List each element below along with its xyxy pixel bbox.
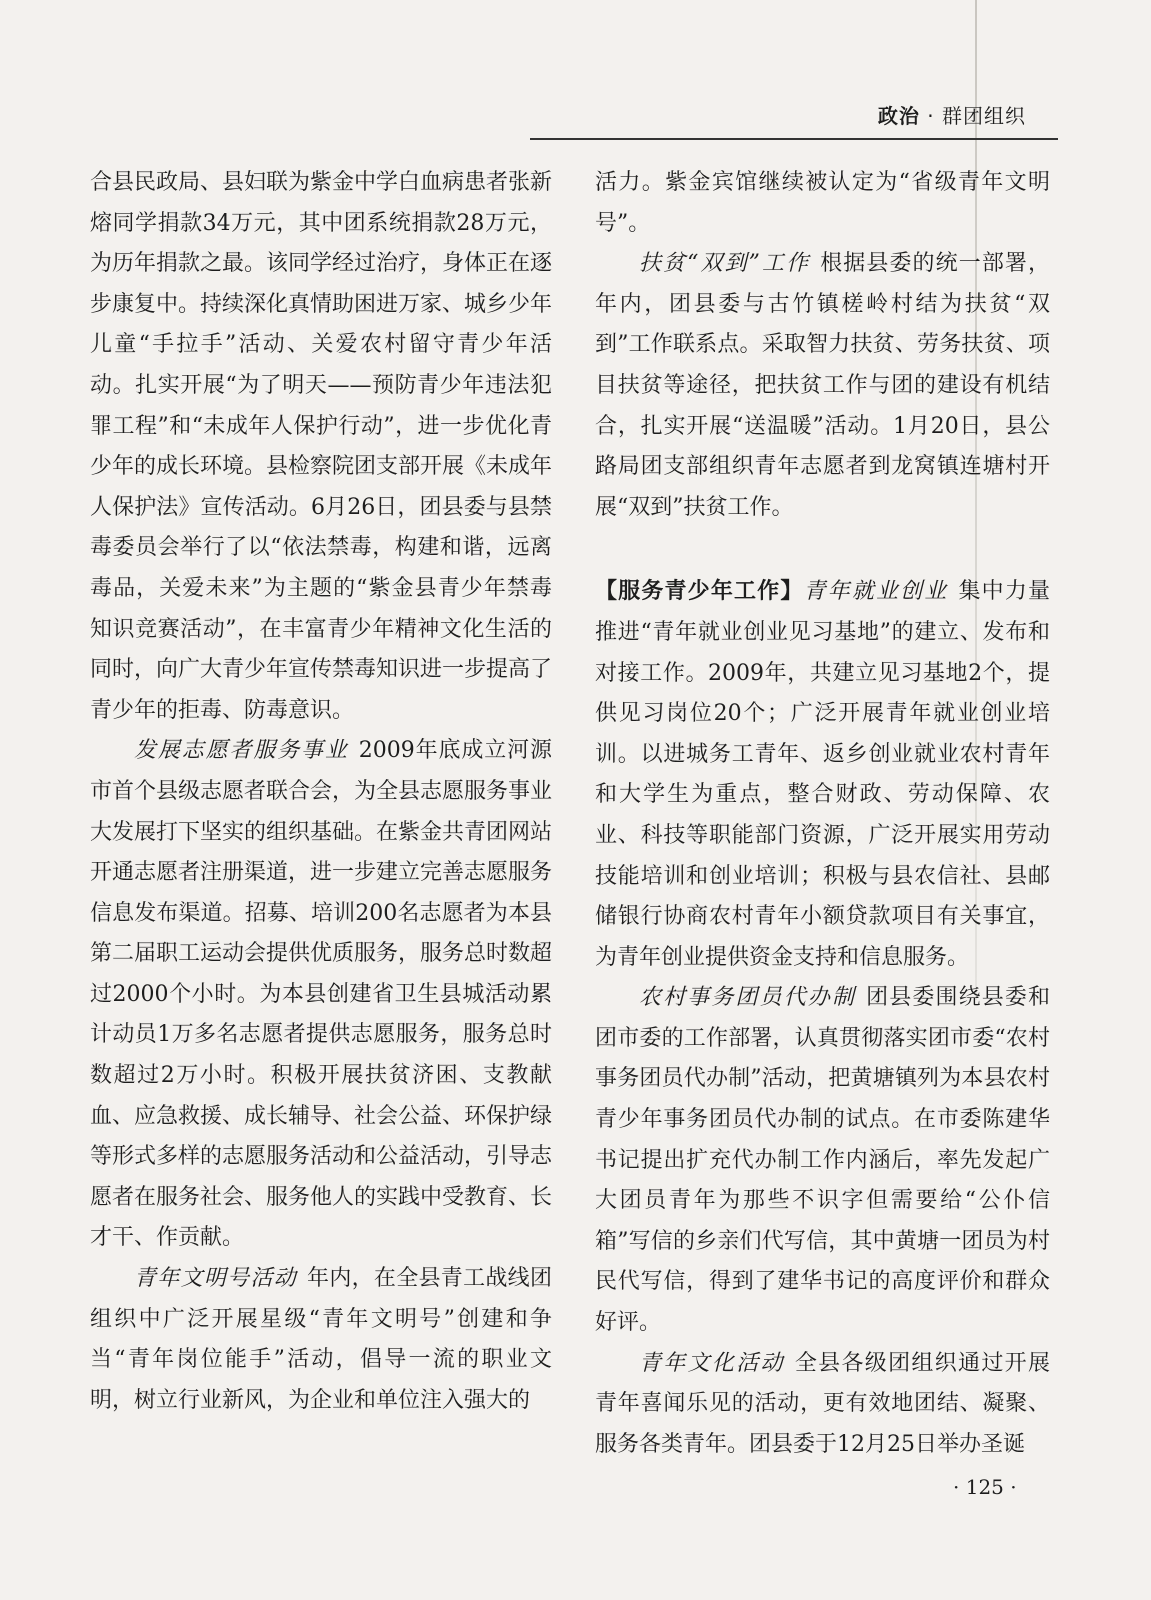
- paragraph: 合县民政局、县妇联为紫金中学白血病患者张新熔同学捐款34万元，其中团系统捐款28万元，为历年捐款之最。该同学经过治疗，身体正在逐步康复中。持续深化真情助困进万家、城乡少年儿童“手拉手”活动、关爱农村留守青少年活动。扎实开展“为了明天——预防青少年违法犯罪工程”和“未成年人保护行动”，进一步优化青少年的成长环境。县检察院团支部开展《未成年人保护法》宣传活动。6月26日，团县委与县禁毒委员会举行了以“依法禁毒，构建和谐，远离毒品，关爱未来”为主题的“紫金县青少年禁毒知识竞赛活动”，在丰富青少年精神文化生活的同时，向广大青少年宣传禁毒知识进一步提高了青少年的拒毒、防毒意识。: [90, 170, 553, 723]
- section-heading: 扶贫“双到”工作: [639, 251, 811, 277]
- section-heading: 青年文明号活动: [134, 1266, 298, 1292]
- paragraph-text: 全县各级团组织通过开展青年喜闻乐见的活动，更有效地团结、凝聚、服务各类青年。团县委于12月25日举办圣诞: [595, 1350, 1050, 1457]
- section-gap: [595, 528, 1050, 572]
- section-title: 【服务青少年工作】: [595, 579, 804, 605]
- header-separator: ·: [927, 104, 935, 128]
- section-heading: 发展志愿者服务事业: [134, 738, 349, 764]
- paragraph: [595, 1344, 1050, 1466]
- paragraph: [595, 244, 1050, 528]
- header-rule: [530, 138, 1058, 140]
- right-column: [595, 163, 1050, 1465]
- section-heading: 青年就业创业: [803, 579, 949, 605]
- paragraph: [90, 731, 552, 1259]
- paragraph-text: 根据县委的统一部署，年内，团县委与古竹镇槎岭村结为扶贫“双到”工作联系点。采取智力扶贫、劳务扶贫、项目扶贫等途径，把扶贫工作与团的建设有机结合，扎实开展“送温暖”活动。1月20日，县公路局团支部组织青年志愿者到龙窝镇连塘村开展“双到”扶贫工作。: [595, 251, 1050, 520]
- section-heading: 农村事务团员代办制: [639, 985, 857, 1011]
- header-section: 政治: [877, 104, 920, 128]
- paragraph: [90, 1259, 552, 1421]
- left-column: [90, 163, 552, 1421]
- paragraph-text: 年内，在全县青工战线团组织中广泛开展星级“青年文明号”创建和争当“青年岗位能手”活动，倡导一流的职业文明，树立行业新风，为企业和单位注入强大的: [90, 1266, 552, 1413]
- paragraph-text: 团县委围绕县委和团市委的工作部署，认真贯彻落实团市委“农村事务团员代办制”活动，把黄塘镇列为本县农村青少年事务团员代办制的试点。在市委陈建华书记提出扩充代办制工作内涵后，率先发起广大团员青年为那些不识字但需要给“公仆信箱”写信的乡亲们代写信，其中黄塘一团员为村民代写信，得到了建华书记的高度评价和群众好评。: [595, 985, 1050, 1336]
- page-number: · 125 ·: [953, 1475, 1017, 1499]
- paragraph-text: 集中力量推进“青年就业创业见习基地”的建立、发布和对接工作。2009年，共建立见习基地2个，提供见习岗位20个；广泛开展青年就业创业培训。以进城务工青年、返乡创业就业农村青年和大学生为重点，整合财政、劳动保障、农业、科技等职能部门资源，广泛开展实用劳动技能培训和创业培训；积极与县农信社、县邮储银行协商农村青年小额贷款项目有关事宜，为青年创业提供资金支持和信息服务。: [595, 579, 1050, 970]
- paragraph-text: 2009年底成立河源市首个县级志愿者联合会，为全县志愿服务事业大发展打下坚实的组织基础。在紫金共青团网站开通志愿者注册渠道，进一步建立完善志愿服务信息发布渠道。招募、培训200名志愿者为本县第二届职工运动会提供优质服务，服务总时数超过2000个小时。为本县创建省卫生县城活动累计动员1万多名志愿者提供志愿服务，服务总时数超过2万小时。积极开展扶贫济困、支教献血、应急救援、成长辅导、社会公益、环保护绿等形式多样的志愿服务活动和公益活动，引导志愿者在服务社会、服务他人的实践中受教育、长才干、作贡献。: [90, 738, 553, 1251]
- paragraph: [595, 978, 1050, 1343]
- paragraph: 活力。紫金宾馆继续被认定为“省级青年文明号”。: [595, 170, 1050, 236]
- header-subsection: 群团组织: [942, 104, 1026, 128]
- running-header: [878, 100, 1026, 129]
- paragraph: [595, 572, 1050, 978]
- section-heading: 青年文化活动: [639, 1350, 785, 1376]
